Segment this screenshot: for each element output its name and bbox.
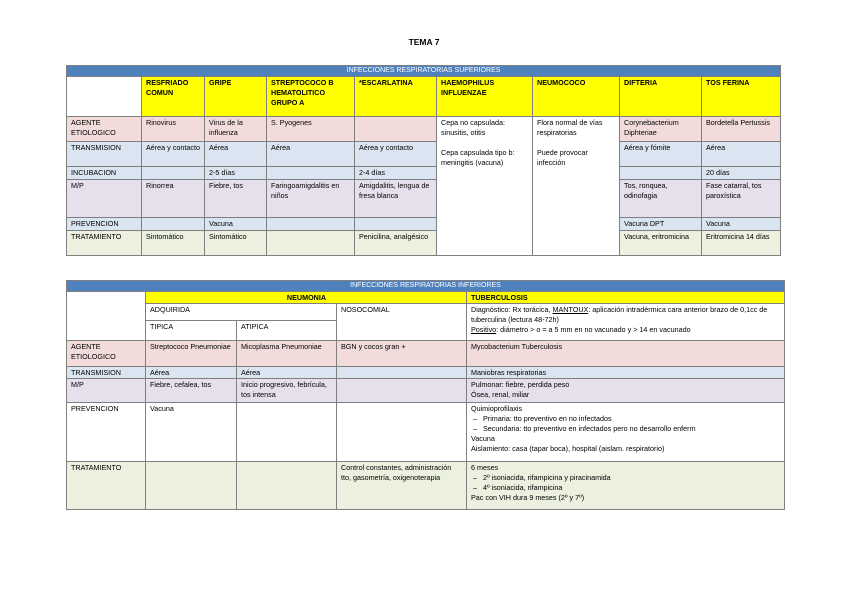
cell: Aérea [267,142,355,167]
cell: Bordetella Pertussis [702,117,781,142]
cell: Aérea y contacto [355,142,437,167]
cell: Vacuna [205,218,267,231]
cell: Fiebre, cefalea, tos [146,379,237,403]
cell: Tos, ronquea, odinofagia [620,180,702,218]
cell: 2-5 días [205,167,267,180]
cell: 2-4 días [355,167,437,180]
cell [337,403,467,462]
cell: Aérea y fómite [620,142,702,167]
tb-mp-2: Ósea, renal, miliar [471,390,530,399]
cell: Virus de la influenza [205,117,267,142]
row-label-agente: AGENTE ETIOLOGICO [67,341,146,367]
tb-trat-3: – 4º isoniacida, rifampicina [485,483,781,493]
header-neumonia: NEUMONIA [146,292,467,304]
upper-corner [67,77,142,117]
cell: Aérea [702,142,781,167]
tb-prev-3: – Secundaria: tto preventivo en infectados pero no desarrollo enferm [485,424,781,434]
header-tuberculosis: TUBERCULOSIS [467,292,785,304]
row-label-agente: AGENTE ETIOLOGICO [67,117,142,142]
cell: Sintomático [205,231,267,256]
cell: S. Pyogenes [267,117,355,142]
header-neumococo: NEUMOCOCO [533,77,620,117]
header-gripe: GRIPE [205,77,267,117]
cell: Control constantes, administración tto, gasometría, oxigenoterapia [337,462,467,510]
cell: Aérea [146,367,237,379]
cell [142,167,205,180]
tb-prev-cell [467,403,785,462]
header-tipica: TIPICA [146,321,237,341]
cell [355,218,437,231]
header-tosferina: TOS FERINA [702,77,781,117]
haemophilus-note-2: Cepa capsulada tipo b: meningitis (vacuna) [441,148,515,167]
cell: Penicilina, analgésico [355,231,437,256]
cell [267,218,355,231]
cell: Faringoamigdalitis en niños [267,180,355,218]
cell: Rinorrea [142,180,205,218]
row-label-tratamiento: TRATAMIENTO [67,462,146,510]
diag-text-1: Diagnóstico: Rx torácica, [471,305,553,314]
row-label-mp: M/P [67,180,142,218]
cell: Fiebre, tos [205,180,267,218]
lower-respiratory-table [66,280,785,510]
haemophilus-note-1: Cepa no capsulada: sinusitis, otitis [441,118,505,137]
upper-respiratory-table [66,65,781,256]
cell: Vacuna DPT [620,218,702,231]
cell: Aérea y contacto [142,142,205,167]
header-resfriado: RESFRIADO COMUN [142,77,205,117]
tb-prev-5: Aislamiento: casa (tapar boca), hospital (aislam. respiratorio) [471,444,665,453]
row-label-tratamiento: TRATAMIENTO [67,231,142,256]
cell [620,167,702,180]
lower-corner [67,292,146,341]
cell: Aérea [237,367,337,379]
header-nosocomial: NOSOCOMIAL [337,304,467,341]
diag-mantoux: MANTOUX [552,305,589,314]
upper-band: INFECCIONES RESPIRATORIAS SUPERIORES [67,66,781,77]
row-label-prevencion: PREVENCION [67,218,142,231]
cell: Micoplasma Pneumoniae [237,341,337,367]
tb-prev-4: Vacuna [471,434,495,443]
neumococo-cell [533,117,620,256]
diag-text-2: : aplicación intradérmica cara anterior brazo de 0,1cc de tuberculina (lectura 48-72h) [471,305,768,324]
lower-band: INFECCIONES RESPIRATORIAS INFERIORES [67,281,785,292]
cell: 20 días [702,167,781,180]
tb-mp-1: Pulmonar: fiebre, perdida peso [471,380,570,389]
cell: Streptococo Pneumoniae [146,341,237,367]
header-haemophilus: HAEMOPHILUS INFLUENZAE [437,77,533,117]
cell: Sintomático [142,231,205,256]
cell: Mycobacterium Tuberculosis [467,341,785,367]
cell [355,117,437,142]
header-atipica: ATIPICA [237,321,337,341]
cell: Inicio progresivo, febrícula, tos intensa [237,379,337,403]
cell: Vacuna, eritromicina [620,231,702,256]
page-title: TEMA 7 [408,37,440,47]
cell: Rinovirus [142,117,205,142]
cell [337,367,467,379]
cell [142,218,205,231]
header-adquirida: ADQUIRIDA [146,304,337,321]
tb-prev-2: – Primaria: tto preventivo en no infectados [485,414,781,424]
cell: Corynebacterium Diphteriae [620,117,702,142]
row-label-transmision: TRANSMISION [67,367,146,379]
row-label-transmision: TRANSMISION [67,142,142,167]
cell: Vacuna [702,218,781,231]
cell [337,379,467,403]
header-streptococo: STREPTOCOCO B HEMATOLITICO GRUPO A [267,77,355,117]
tb-diagnostico [467,304,785,341]
cell [267,167,355,180]
tb-trat-4: Pac con VIH dura 9 meses (2º y 7º) [471,493,585,502]
cell: Eritromicina 14 días [702,231,781,256]
tb-trat-1: 6 meses [471,463,499,472]
diag-positivo: Positivo [471,325,497,334]
tb-trat-2: – 2º isoniacida, rifampicina y piracinamida [485,473,781,483]
cell: Maniobras respiratorias [467,367,785,379]
neumococo-note-1: Flora normal de vías respiratorias [537,118,603,137]
row-label-prevencion: PREVENCION [67,403,146,462]
cell: Aérea [205,142,267,167]
haemophilus-cell [437,117,533,256]
cell: Vacuna [146,403,237,462]
cell [146,462,237,510]
row-label-mp: M/P [67,379,146,403]
tb-mp-cell [467,379,785,403]
row-label-incubacion: INCUBACION [67,167,142,180]
neumococo-note-2: Puede provocar infección [537,148,588,167]
cell [267,231,355,256]
cell: BGN y cocos gran + [337,341,467,367]
cell [237,403,337,462]
header-difteria: DIFTERIA [620,77,702,117]
cell [237,462,337,510]
cell: Amigdalitis, lengua de fresa blanca [355,180,437,218]
tb-trat-cell [467,462,785,510]
tb-prev-1: Quimioprofilaxis [471,404,523,413]
diag-text-3: : diámetro > o = a 5 mm en no vacunado y > 14 en vacunado [496,325,691,334]
cell: Fase catarral, tos paroxística [702,180,781,218]
header-escarlatina: *ESCARLATINA [355,77,437,117]
